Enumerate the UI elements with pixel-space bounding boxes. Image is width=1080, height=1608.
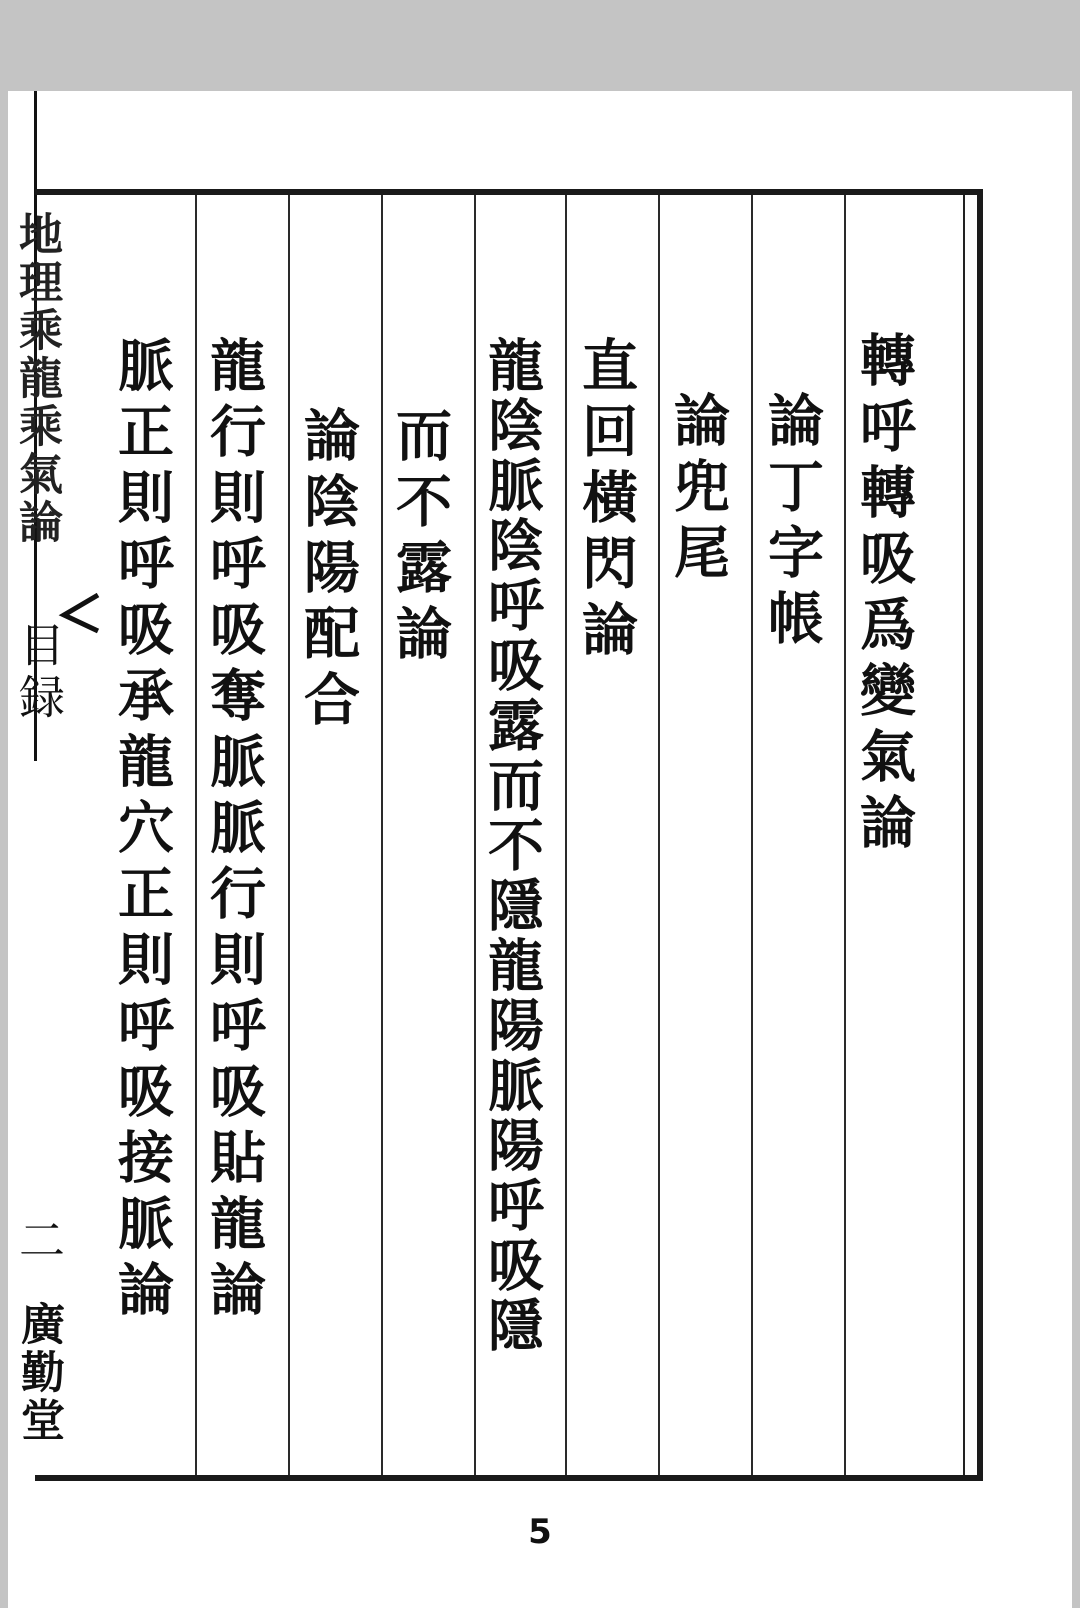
column-rule xyxy=(844,195,846,1475)
frame-inner-rule xyxy=(963,195,965,1475)
text-column: 而不露論 xyxy=(387,406,453,670)
text-column: 龍行則呼吸奪脈脈行則呼吸貼龍論 xyxy=(201,336,267,1326)
text-column: 論陰陽配合 xyxy=(295,406,361,736)
publisher-name: 廣勤堂 xyxy=(13,1301,64,1445)
text-column: 直回橫閃論 xyxy=(573,336,639,666)
column-rule xyxy=(195,195,197,1475)
book-page xyxy=(8,91,1072,1608)
column-rule xyxy=(474,195,476,1475)
column-rule xyxy=(751,195,753,1475)
text-column: 龍陰脈陰呼吸露而不隱龍陽脈陽呼吸隱 xyxy=(479,336,545,1356)
column-rule xyxy=(658,195,660,1475)
text-column: 論丁字帳 xyxy=(759,391,825,655)
book-title: 地理乘龍乘氣論 xyxy=(11,211,62,547)
column-rule xyxy=(288,195,290,1475)
text-column: 論兜尾 xyxy=(665,391,731,589)
page-number: 5 xyxy=(528,1512,552,1552)
column-rule xyxy=(381,195,383,1475)
column-rule xyxy=(565,195,567,1475)
block-margin xyxy=(8,191,66,1481)
leaf-number: 二 xyxy=(12,1216,66,1262)
section-title: 目録 xyxy=(12,621,66,725)
text-column: 轉呼轉吸爲變氣論 xyxy=(851,331,917,859)
text-column: 脈正則呼吸承龍穴正則呼吸接脈論 xyxy=(109,336,175,1326)
